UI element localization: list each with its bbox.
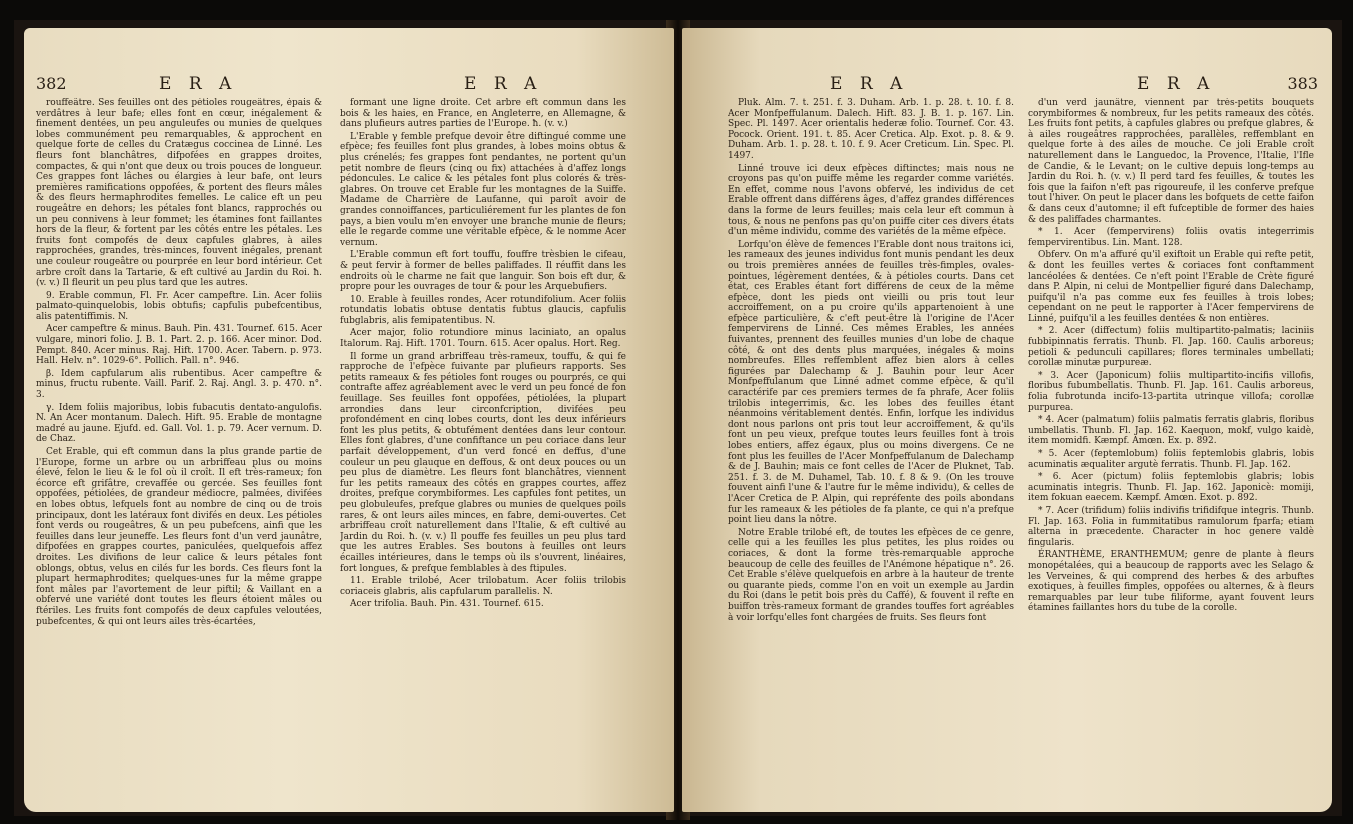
paragraph: Il forme un grand arbriffeau très-rameux, touffu, & qui fe rapproche de l'efpèce fuivante par plufieurs rapports. Ses petits rameaux & fes pétioles font rouges ou pourprés, ce qui contrafte affez agréablement avec le verd un peu foncé de fon feuillage. Ses feuilles font oppofées, pétiolées, la plupart arrondies dans leur circonfcription, divifées peu profondément en cinq lobes courts, dont les deux inférieurs font les plus petits, & obtufément dentées dans leur contour. Elles font glabres, d'une confiftance un peu coriace dans leur parfait développement, d'un verd foncé en deffus, d'une couleur un peu glauque en deffous, & ont deux pouces ou un peu plus de diamètre. Les fleurs font blanchâtres, viennent fur les petits rameaux des côtés en grappes courtes, affez droites, prefque corymbiformes. Les capfules font petites, un peu globuleufes, prefque glabres ou munies de quelques poils rares, & ont leurs ailes minces, en fabre, demi-ouvertes. Cet arbriffeau croît naturellement dans l'Italie, & eft cultivé au Jardin du Roi. ħ. (v. v.) Il pouffe fes feuilles un peu plus tard que les autres Erables. Ses boutons à feuilles ont leurs écailles intérieures, dans le temps où ils s'ouvrent, linéaires, fort longues, & prefque femblables à des ftipules. [340,351,626,574]
paragraph: Pluk. Alm. 7. t. 251. f. 3. Duham. Arb. 1. p. 28. t. 10. f. 8. Acer Monfpeffulanum. Dalech. Hift. 83. J. B. 1. p. 167. Lin. Spec. Pl. 1497. Acer orientalis hederæ folio. Tournef. Cor. 43. Pocock. Orient. 191. t. 85. Acer Cretica. Alp. Exot. p. 8. & 9. Duham. Arb. 1. p. 28. t. 10. f. 9. Acer Creticum. Lin. Spec. Pl. 1497. [728,98,1014,161]
text-column [36,98,322,802]
paragraph: 11. Erable trilobé, Acer trilobatum. Acer foliis trilobis coriaceis glabris, alis capfularum parallelis. N. [340,576,626,597]
paragraph: Notre Erable trilobé eft, de toutes les efpèces de ce genre, celle qui a les feuilles les plus petites, les plus roides ou coriaces, & dont la forme très-remarquable approche beaucoup de celle des feuilles de l'Anémone hépatique n°. 26. Cet Erable s'élève quelquefois en arbre à la hauteur de trente ou quarante pieds, comme l'on en voit un exemple au Jardin du Roi (dans le petit bois près du Caffé), & fouvent il refte en buiffon très-rameux formant de grandes touffes fort agréables à voir lorfqu'elles font chargées de fruits. Ses fleurs font [728,527,1014,623]
running-header: E R A [159,74,238,94]
paragraph: * 3. Acer (Japonicum) foliis multipartito-incifis villofis, floribus fubumbellatis. Thunb. Fl. Jap. 161. Caulis arboreus, folia fubrotunda incifo-13-partita utrinque villofa; corollæ purpurea. [1028,370,1314,413]
running-header: E R A [830,74,909,94]
running-header: E R A [1137,74,1216,94]
text-column [340,98,626,802]
paragraph: * 6. Acer (pictum) foliis feptemlobis glabris; lobis acuminatis integris. Thunb. Fl. Jap. 162. Japonicè: momiji, item fokuan eaecem. Kæmpf. Amœn. Exot. p. 892. [1028,472,1314,504]
paragraph: 10. Erable à feuilles rondes, Acer rotundifolium. Acer foliis rotundatis lobatis obtuse dentatis fubtus glaucis, capfulis fubglabris, alis femipatentibus. N. [340,294,626,326]
paragraph: * 7. Acer (trifidum) foliis indivifis trifidifque integris. Thunb. Fl. Jap. 163. Folia in fummitatibus ramulorum fparfa; etiam alterna in præcedente. Character in hoc genere valdè fingularis. [1028,505,1314,548]
paragraph: Cet Erable, qui eft commun dans la plus grande partie de l'Europe, forme un arbre ou un arbriffeau plus ou moins élevé, felon le lieu & le fol où il croît. Il eft très-rameux; fon écorce eft grifâtre, crevaffée ou gercée. Ses feuilles font oppofées, pétiolées, de grandeur médiocre, palmées, divifées en lobes obtus, lefquels font au nombre de cinq ou de trois principaux, dont les latéraux font divifés en deux. Les pétioles font verds ou rougeâtres, & un peu pubefcens, ainfi que les feuilles dans leur jeuneffe. Les fleurs font d'un verd jaunâtre, difpofées en grappes courtes, paniculées, quelquefois affez droites. Les divifions de leur calice & leurs pétales font oblongs, obtus, velus en cilés fur les bords. Ces fleurs font la plupart hermaphrodites; quelques-unes fur la même grappe font mâles par l'avortement de leur piftil; & Vaillant en a obfervé une variété dont toutes les fleurs étoient mâles ou ftériles. Les fruits font compofés de deux capfules veloutées, pubefcentes, & qui ont leurs ailes très-écartées, [36,447,322,627]
left-page [24,28,674,812]
paragraph: Acer campeftre & minus. Bauh. Pin. 431. Tournef. 615. Acer vulgare, minori folio. J. B. 1. Part. 2. p. 166. Acer minor. Dod. Pempt. 840. Acer minus. Raj. Hift. 1700. Acer. Tabern. p. 973. Hall. Helv. n°. 1029-6°. Pollich. Pall. n°. 946. [36,324,322,367]
paragraph: 9. Erable commun, Fl. Fr. Acer campeftre. Lin. Acer foliis palmato-quinquelobis, lobis obtufis; capfulis pubefcentibus, alis patentiffimis. N. [36,290,322,322]
paragraph: Linné trouve ici deux efpèces diftinctes; mais nous ne croyons pas qu'on puiffe même les regarder comme variétés. En effet, comme nous l'avons obfervé, les individus de cet Erable offrent dans différens âges, d'affez grandes différences dans la forme de leurs feuilles; mais cela leur eft commun à tous, & nous ne penfons pas qu'on puiffe citer ces divers états d'un même individu, comme des variétés de la même efpèce. [728,163,1014,238]
page-number: 383 [1287,74,1318,93]
running-header: E R A [464,74,543,94]
paragraph: * 2. Acer (diffectum) foliis multipartito-palmatis; laciniis fubbipinnatis ferratis. Thunb. Fl. Jap. 160. Caulis arboreus; petioli & pedunculi capillares; flores terminales umbellati; corollæ minutæ purpureæ. [1028,326,1314,369]
paragraph: * 1. Acer (fempervirens) foliis ovatis integerrimis fempervirentibus. Lin. Mant. 128. [1028,227,1314,248]
paragraph: Acer major, folio rotundiore minus laciniato, an opalus Italorum. Raj. Hift. 1701. Tourn. 615. Acer opalus. Hort. Reg. [340,328,626,350]
paragraph: L'Erable commun eft fort touffu, fouffre trèsbien le cifeau, & peut fervir à former de belles paliffades. Il réuffit dans les endroits où le charme ne fait que languir. Son bois eft dur, & propre pour les ouvrages de tour & pour les Arquebufiers. [340,250,626,293]
paragraph: rouffeâtre. Ses feuilles ont des pétioles rougeâtres, épais & verdâtres à leur bafe; elles font en cœur, inégalement & finement dentées, un peu anguleufes ou munies de quelques lobes communément peu remarquables, & approchent en quelque forte de celles du Cratægus coccinea de Linné. Les fleurs font blanchâtres, difpofées en grappes droites, compactes, & qui n'ont que deux ou trois pouces de longueur. Ces grappes font lâches ou élargies à leur bafe, ont leurs premières ramifications oppofées, & portent des fleurs mâles & des fleurs hermaphrodites femelles. Le calice eft un peu rougeâtre en dehors; les pétales font blancs, rapprochés ou un peu connivens à leur fommet; les étamines font faillantes hors de la fleur, & fortent par les côtés entre les pétales. Les fruits font compofés de deux capfules glabres, à ailes rapprochées, grandes, très-minces, fouvent inégales, prenant une couleur rougeâtre ou pourprée en leur bord intérieur. Cet arbre croît dans la Tartarie, & eft cultivé au Jardin du Roi. ħ. (v. v.) Il fleurit un peu plus tard que les autres. [36,98,322,289]
page-number: 382 [36,74,67,93]
paragraph: β. Idem capfularum alis rubentibus. Acer campeftre & minus, fructu rubente. Vaill. Parif. 2. Raj. Angl. 3. p. 470. n°. 3. [36,368,322,401]
paragraph: Obferv. On m'a affuré qu'il exiftoit un Erable qui refte petit, & dont les feuilles vertes & coriaces font conftamment lancéolées & dentées. Ce n'eft point l'Erable de Crète figuré dans P. Alpin, ni celui de Montpellier figuré dans Dalechamp, puifqu'il n'a pas comme eux fes feuilles à trois lobes; cependant on ne peut le rapporter à l'Acer fempervirens de Linné, puifqu'il a les feuilles dentées & non entières. [1028,250,1314,324]
text-column [728,98,1014,802]
paragraph: Acer trifolia. Bauh. Pin. 431. Tournef. 615. [350,599,544,610]
paragraph: d'un verd jaunâtre, viennent par très-petits bouquets corymbiformes & nombreux, fur les petits rameaux des côtés. Les fruits font petits, à capfules glabres ou prefque glabres, & à ailes rougeâtres rapprochées, parallèles, reffemblant en quelque forte à des ailes de mouche. Ce joli Erable croît naturellement dans le Languedoc, la Provence, l'Italie, l'Ifle de Candie, & le Levant; on le cultive depuis long-temps au Jardin du Roi. ħ. (v. v.) Il perd tard fes feuilles, & toutes les fois que la faifon n'eft pas rigoureufe, il les conferve prefque tout l'hiver. On peut le placer dans les bofquets de cette faifon & dans ceux d'automne; il eft fufceptible de former des haies & des paliffades charmantes. [1028,98,1314,225]
right-page [682,28,1332,812]
paragraph: L'Erable γ femble prefque devoir être diftingué comme une efpèce; fes feuilles font plus grandes, à lobes moins obtus & plus crénelés; fes grappes font pendantes, ne portent qu'un petit nombre de fleurs (cinq ou fix) attachées à d'affez longs pédoncules. Le calice & les pétales font plus colorés & très-glabres. On trouve cet Erable fur les montagnes de la Suiffe. Madame de Charrière de Laufanne, qui paroît avoir de grandes connoiffances, particuliérement fur les plantes de fon pays, a bien voulu m'en envoyer une branche munie de fleurs; elle le regarde comme une véritable efpèce, & le nomme Acer vernum. [340,131,626,248]
paragraph: * 5. Acer (feptemlobum) foliis feptemlobis glabris, lobis acuminatis æqualiter argutè ferratis. Thunb. Fl. Jap. 162. [1028,449,1314,470]
paragraph: * 4. Acer (palmatum) foliis palmatis ferratis glabris, floribus umbellatis. Thunb. Fl. Jap. 162. Kaequon, mokf, vulgo kaidè, item momidfi. Kæmpf. Amœn. Ex. p. 892. [1028,415,1314,447]
paragraph: γ. Idem foliis majoribus, lobis fubacutis dentato-angulofis. N. An Acer montanum. Dalech. Hift. 95. Erable de montagne madré au jaune. Ejufd. ed. Gall. Vol. 1. p. 79. Acer vernum. D. de Chaz. [36,402,322,445]
open-book [14,20,1342,816]
paragraph: ÉRANTHÈME, ERANTHEMUM; genre de plante à fleurs monopétalées, qui a beaucoup de rapports avec les Selago & les Verveines, & qui comprend des herbes & des arbuftes exotiques, à feuilles fimples, oppofées ou alternes, & à fleurs remarquables par leur tube filiforme, ayant fouvent leurs étamines faillantes hors du tube de la corolle. [1028,550,1314,614]
text-column [1028,98,1314,802]
paragraph: formant une ligne droite. Cet arbre eft commun dans les bois & les haies, en France, en Angleterre, en Allemagne, & dans plufieurs autres parties de l'Europe. ħ. (v. v.) [340,98,626,130]
paragraph: Lorfqu'on élève de femences l'Erable dont nous traitons ici, les rameaux des jeunes individus font munis pendant les deux ou trois premières années de feuilles très-fimples, ovales-pointues, légèrement dentées, & à pétioles courts. Dans cet état, ces Erables étant fort différens de ceux de la même efpèce, dont les pieds ont vieilli ou pris tout leur accroiffement, on a pu croire qu'ils appartenoient à une efpèce particulière, & c'eft peut-être là l'origine de l'Acer fempervirens de Linné. Ces mêmes Erables, les années fuivantes, prennent des feuilles munies d'un lobe de chaque côté, & ont des dents plus marquées, inégales & moins nombreufes. Elles reffemblent affez bien alors à celles figurées par Dalechamp & J. Bauhin pour leur Acer Monfpeffulanum que Linné admet comme efpèce, & qu'il caractérife par ces premiers termes de fa phrafe, Acer foliis trilobis integerrimis, &c. les lobes des feuilles étant néanmoins véritablement dentés. Enfin, lorfque les individus dont nous parlons ont pris tout leur accroiffement, & qu'ils font un peu vieux, prefque toutes leurs feuilles font à trois lobes entiers, affez égaux, plus ou moins divergens. Ce ne font plus les feuilles de l'Acer Monfpeffulanum de Dalechamp & de J. Bauhin; mais ce font celles de l'Acer de Pluknet, Tab. 251. f. 3. de M. Duhamel, Tab. 10. f. 8 & 9. (On les trouve fouvent ainfi l'une & l'autre fur le même individu), & celles de l'Acer Cretica de P. Alpin, qui repréfente des poils abondans fur les rameaux & les pétioles de fa plante, ce qui n'a prefque point lieu dans la nôtre. [728,239,1014,526]
